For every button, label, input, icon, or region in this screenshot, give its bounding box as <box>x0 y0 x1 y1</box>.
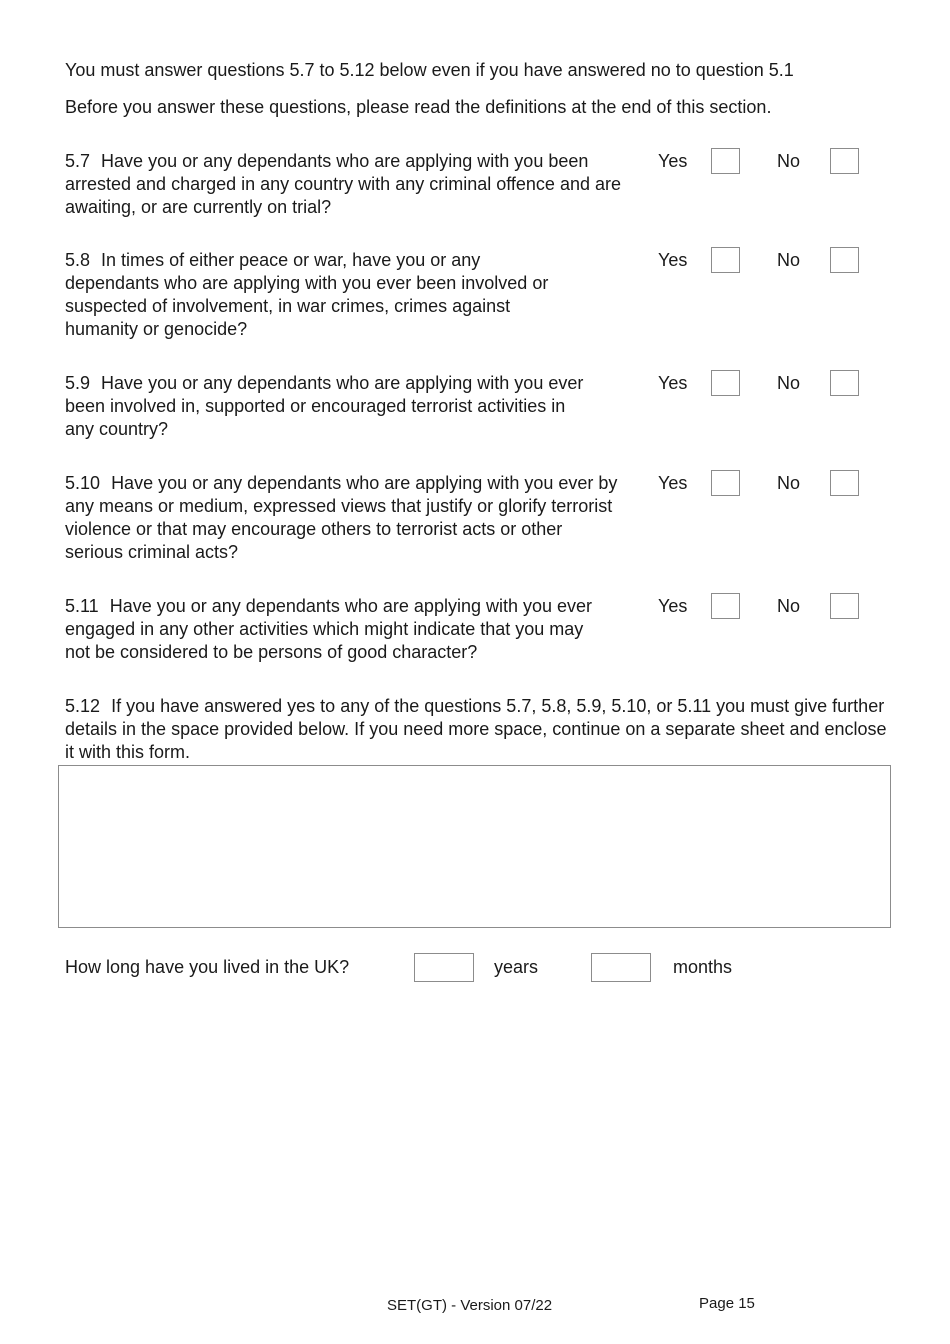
question-number: 5.7 <box>65 151 91 171</box>
question-text: If you have answered yes to any of the questions 5.7, 5.8, 5.9, 5.10, or 5.11 you must give further details in the space provided below. If you need more space, continue on a separate sheet and enclose it with this form. <box>65 696 887 762</box>
question-text: Have you or any dependants who are applying with you been arrested and charged in any country with any criminal offence and are awaiting, or are currently on trial? <box>65 151 621 217</box>
q5-8-no-checkbox[interactable] <box>830 247 859 273</box>
question-number: 5.11 <box>65 596 99 616</box>
no-label: No <box>777 473 801 493</box>
no-label: No <box>777 151 801 171</box>
question-text: Have you or any dependants who are applying with you ever by any means or medium, expressed views that justify or glorify terrorist violence or that may encourage others to terrorist acts or other serious criminal acts? <box>65 473 618 562</box>
intro-definitions-note: Before you answer these questions, please read the definitions at the end of this section. <box>65 97 772 117</box>
further-details-textarea[interactable] <box>58 765 891 928</box>
question-number: 5.12 <box>65 696 101 716</box>
page-number: Page 15 <box>699 1295 755 1312</box>
yes-label: Yes <box>658 151 688 171</box>
years-input[interactable] <box>414 953 474 982</box>
q5-10-yes-checkbox[interactable] <box>711 470 740 496</box>
yes-label: Yes <box>658 596 688 616</box>
question-text: In times of either peace or war, have you or any dependants who are applying with you ever been involved or suspected of involvement, in war crimes, crimes against humanity or genocide? <box>65 250 549 339</box>
question-5-11 <box>65 595 605 664</box>
q5-9-yes-checkbox[interactable] <box>711 370 740 396</box>
q5-7-yes-checkbox[interactable] <box>711 148 740 174</box>
q5-11-no-checkbox[interactable] <box>830 593 859 619</box>
no-label: No <box>777 596 801 616</box>
question-5-10 <box>65 472 625 564</box>
question-number: 5.8 <box>65 250 91 270</box>
question-text: Have you or any dependants who are applying with you ever engaged in any other activities which might indicate that you may not be considered to be persons of good character? <box>65 596 593 662</box>
form-version: SET(GT) - Version 07/22 <box>387 1297 553 1314</box>
question-5-8 <box>65 249 570 341</box>
question-5-9 <box>65 372 585 441</box>
no-label: No <box>777 373 801 393</box>
yes-label: Yes <box>658 473 688 493</box>
q5-8-yes-checkbox[interactable] <box>711 247 740 273</box>
question-5-7 <box>65 150 625 219</box>
question-text: Have you or any dependants who are applying with you ever been involved in, supported or encouraged terrorist activities in any country? <box>65 373 584 439</box>
q5-7-no-checkbox[interactable] <box>830 148 859 174</box>
q5-11-yes-checkbox[interactable] <box>711 593 740 619</box>
q5-10-no-checkbox[interactable] <box>830 470 859 496</box>
question-number: 5.10 <box>65 473 101 493</box>
question-5-12 <box>65 695 895 764</box>
months-label: months <box>673 957 733 977</box>
q5-9-no-checkbox[interactable] <box>830 370 859 396</box>
intro-instruction: You must answer questions 5.7 to 5.12 below even if you have answered no to question 5.1 <box>65 60 794 80</box>
question-number: 5.9 <box>65 373 91 393</box>
no-label: No <box>777 250 801 270</box>
years-label: years <box>494 957 539 977</box>
yes-label: Yes <box>658 373 688 393</box>
uk-residence-label: How long have you lived in the UK? <box>65 957 350 977</box>
months-input[interactable] <box>591 953 651 982</box>
yes-label: Yes <box>658 250 688 270</box>
